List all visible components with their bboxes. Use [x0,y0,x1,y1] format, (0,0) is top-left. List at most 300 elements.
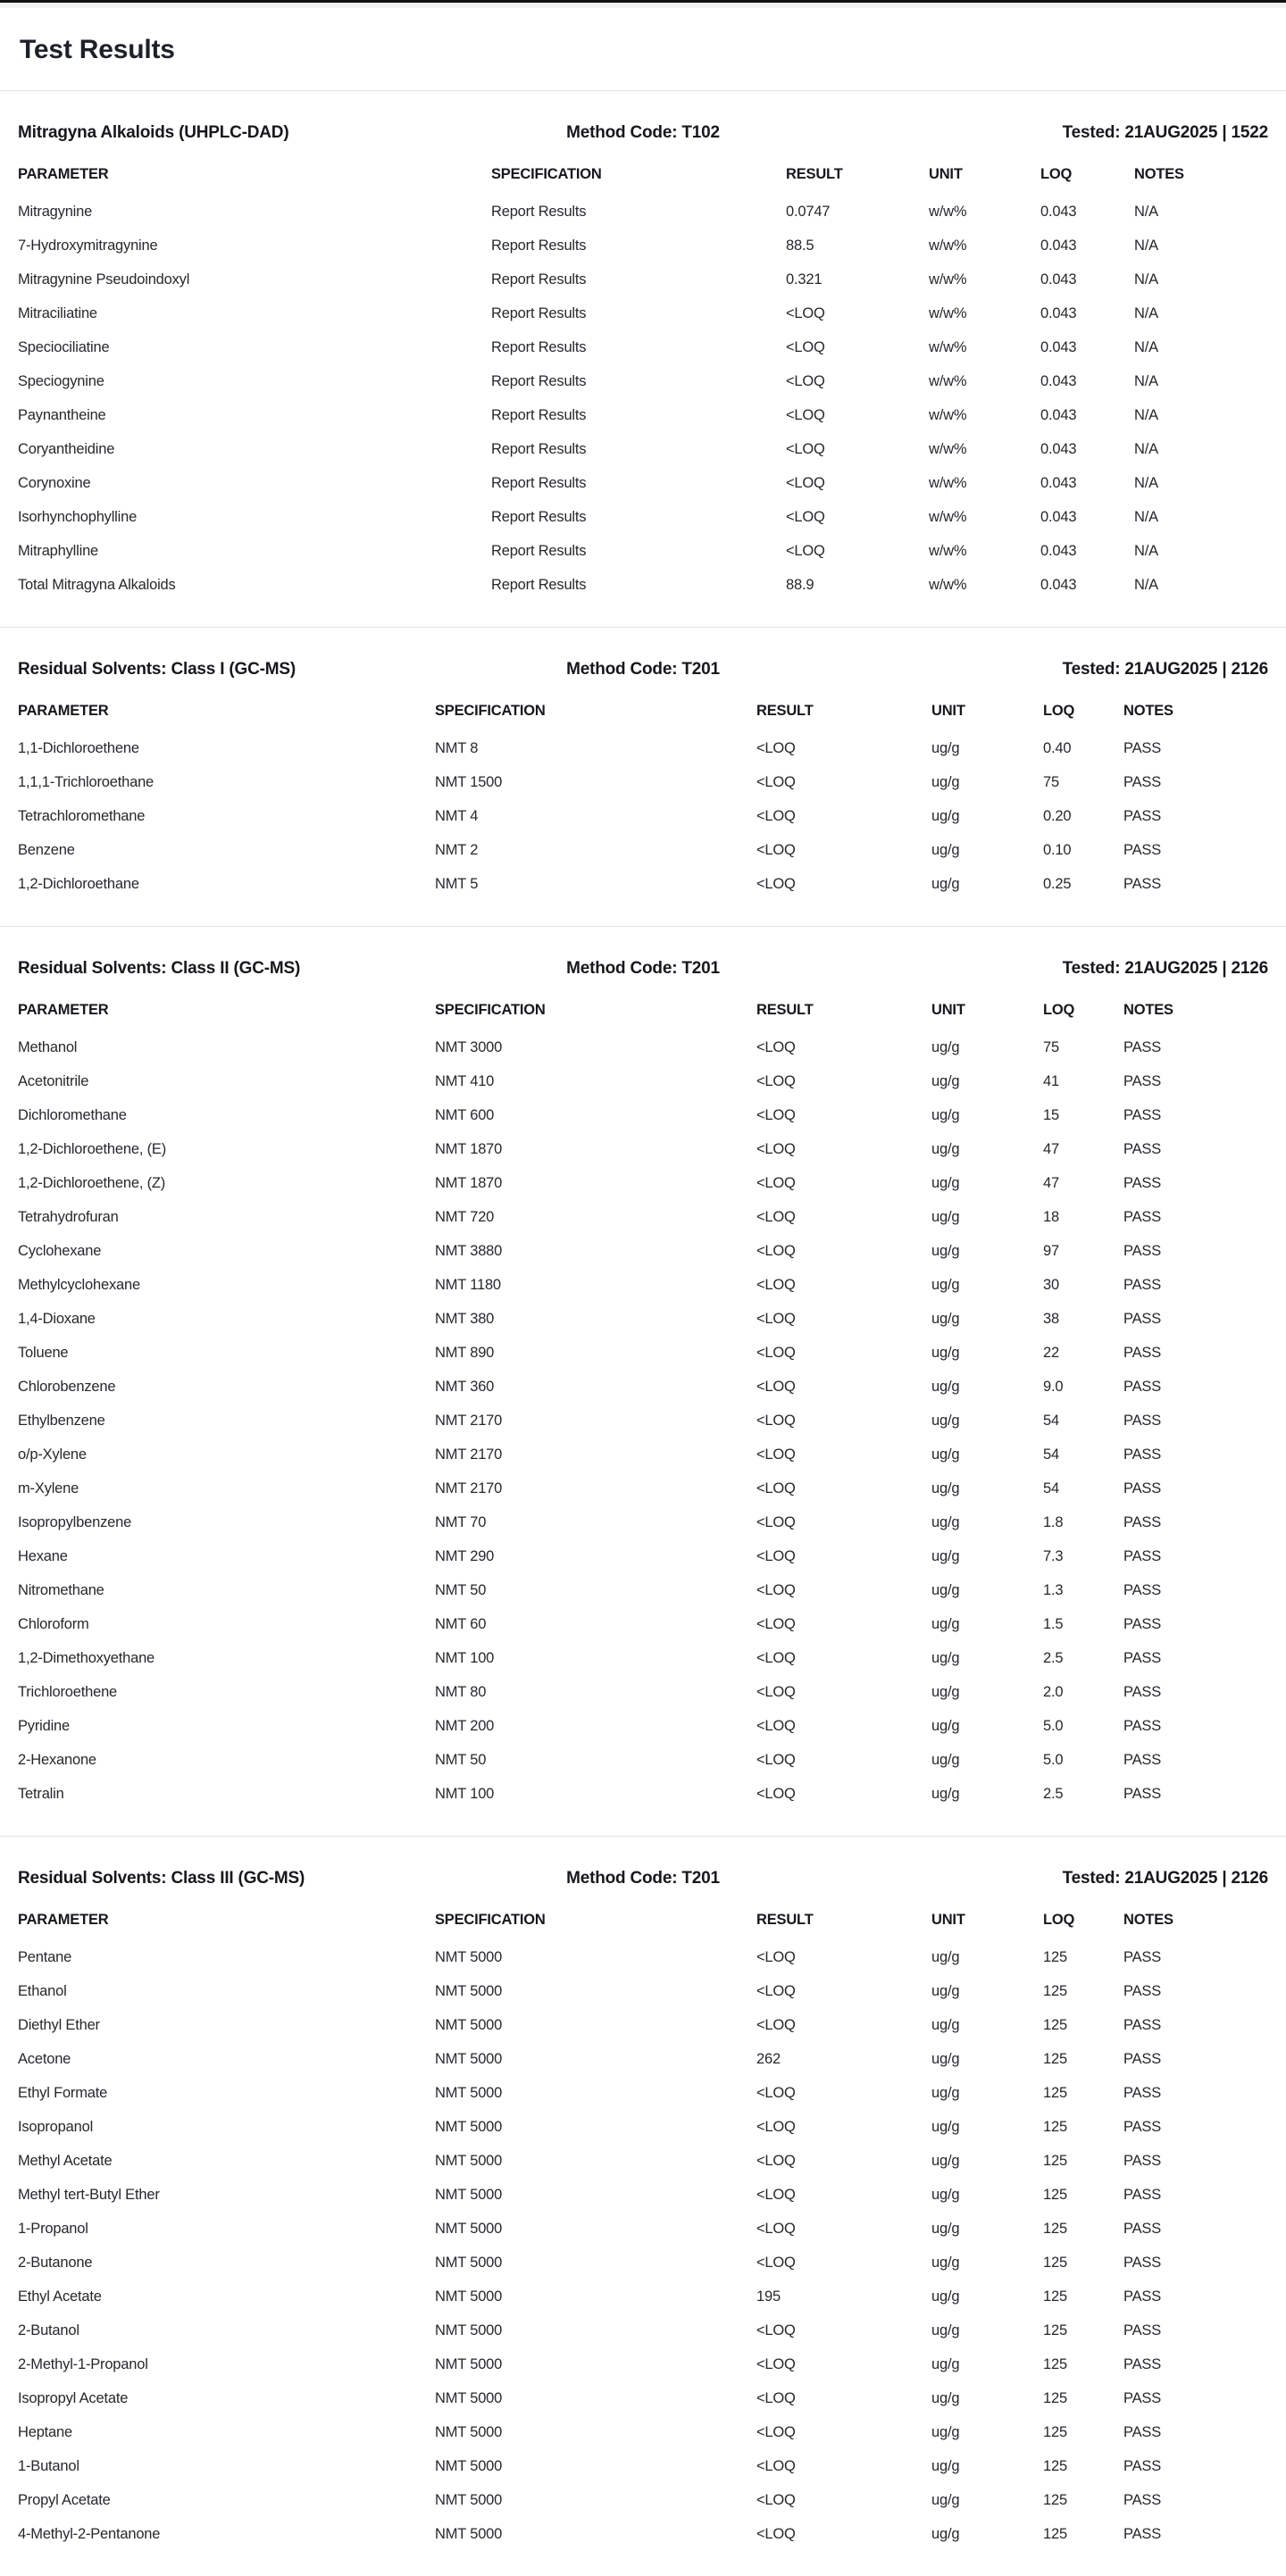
cell-specification: NMT 5000 [435,2525,503,2542]
cell-unit: ug/g [931,1513,960,1530]
cell-loq: 18 [1043,1208,1059,1225]
tested-stamp: Tested: 21AUG2025 | 2126 [1062,959,1268,978]
cell-parameter: 2-Butanol [18,2322,79,2338]
table-header-row [18,154,1268,195]
cell-parameter: Dichloromethane [18,1106,127,1123]
tested-stamp: Tested: 21AUG2025 | 2126 [1062,1869,1268,1888]
cell-result: <LOQ [756,1310,796,1327]
cell-specification: NMT 5000 [435,2152,503,2169]
table-row [18,2483,1268,2517]
cell-notes: PASS [1123,2220,1161,2237]
cell-unit: ug/g [931,1412,960,1429]
column-header: NOTES [1123,702,1173,719]
cell-parameter: Tetrachloromethane [18,807,146,824]
cell-parameter: Isopropylbenzene [18,1513,132,1530]
table-row [18,398,1268,432]
cell-notes: PASS [1123,1751,1161,1768]
cell-notes: N/A [1134,203,1158,220]
cell-notes: N/A [1134,406,1158,423]
table-row [18,867,1268,901]
cell-specification: NMT 5000 [435,2423,503,2440]
cell-result: <LOQ [756,1547,796,1564]
cell-loq: 125 [1043,2525,1067,2542]
table-row [18,2381,1268,2415]
cell-notes: N/A [1134,304,1158,321]
cell-notes: PASS [1123,1174,1161,1191]
cell-unit: ug/g [931,2084,960,2101]
cell-unit: ug/g [931,1310,960,1327]
cell-unit: ug/g [931,2220,960,2237]
cell-loq: 2.0 [1043,1683,1064,1700]
table-row [18,799,1268,833]
test-results-report [0,90,1286,2576]
cell-result: <LOQ [756,1174,796,1191]
cell-parameter: Heptane [18,2423,72,2440]
cell-notes: PASS [1123,2423,1161,2440]
cell-specification: NMT 8 [435,739,479,756]
cell-result: <LOQ [786,440,825,457]
cell-specification: NMT 720 [435,1208,495,1225]
cell-unit: ug/g [931,1982,960,1999]
table-row [18,364,1268,398]
cell-unit: ug/g [931,2423,960,2440]
cell-specification: NMT 4 [435,807,479,824]
cell-result: <LOQ [756,1344,796,1361]
cell-notes: PASS [1123,1446,1161,1463]
cell-loq: 125 [1043,1948,1067,1965]
cell-result: <LOQ [786,542,825,559]
cell-notes: N/A [1134,474,1158,491]
table-row [18,1743,1268,1777]
cell-notes: PASS [1123,1581,1161,1598]
cell-notes: PASS [1123,1208,1161,1225]
cell-parameter: Ethylbenzene [18,1412,105,1429]
cell-unit: ug/g [931,875,960,892]
cell-result: <LOQ [756,2525,796,2542]
cell-unit: ug/g [931,1717,960,1734]
cell-result: <LOQ [786,372,825,389]
cell-unit: ug/g [931,773,960,790]
test-section [0,90,1286,627]
cell-result: <LOQ [756,807,796,824]
cell-unit: ug/g [931,1072,960,1089]
table-row [18,1132,1268,1166]
cell-parameter: 1,2-Dichloroethene, (Z) [18,1174,166,1191]
column-header: SPECIFICATION [491,165,602,182]
cell-parameter: 4-Methyl-2-Pentanone [18,2525,161,2542]
cell-loq: 30 [1043,1276,1059,1293]
table-row [18,466,1268,500]
cell-unit: ug/g [931,1038,960,1055]
cell-unit: w/w% [929,304,967,321]
cell-unit: ug/g [931,2186,960,2203]
cell-unit: ug/g [931,841,960,858]
cell-result: <LOQ [786,474,825,491]
cell-specification: NMT 200 [435,1717,495,1734]
cell-unit: ug/g [931,1208,960,1225]
cell-loq: 125 [1043,2186,1067,2203]
cell-loq: 0.40 [1043,739,1072,756]
cell-specification: Report Results [491,338,587,355]
cell-result: <LOQ [756,2355,796,2372]
cell-result: <LOQ [756,1717,796,1734]
cell-specification: NMT 1500 [435,773,503,790]
section-title: Residual Solvents: Class II (GC-MS) [18,959,301,978]
cell-notes: PASS [1123,1982,1161,1999]
table-row [18,2517,1268,2551]
cell-result: <LOQ [786,508,825,525]
cell-unit: ug/g [931,1785,960,1802]
column-header: UNIT [931,1911,965,1928]
cell-loq: 0.25 [1043,875,1072,892]
section-header-row [18,1837,1268,1899]
cell-notes: PASS [1123,1140,1161,1157]
cell-notes: PASS [1123,1615,1161,1632]
cell-unit: ug/g [931,1344,960,1361]
table-row [18,731,1268,765]
cell-parameter: Methylcyclohexane [18,1276,140,1293]
cell-unit: ug/g [931,2322,960,2338]
cell-parameter: Total Mitragyna Alkaloids [18,576,176,593]
test-section [0,627,1286,926]
section-header-row [18,927,1268,989]
cell-loq: 0.20 [1043,807,1072,824]
cell-result: <LOQ [786,406,825,423]
cell-specification: NMT 890 [435,1344,495,1361]
cell-unit: ug/g [931,2355,960,2372]
table-row [18,1573,1268,1607]
cell-specification: NMT 360 [435,1378,495,1395]
cell-unit: ug/g [931,1480,960,1496]
table-row [18,1974,1268,2008]
cell-parameter: Acetonitrile [18,1072,89,1089]
cell-parameter: o/p-Xylene [18,1446,87,1463]
cell-unit: ug/g [931,739,960,756]
cell-loq: 7.3 [1043,1547,1064,1564]
cell-notes: PASS [1123,739,1161,756]
cell-notes: PASS [1123,1717,1161,1734]
cell-loq: 0.043 [1040,406,1077,423]
table-row [18,1064,1268,1098]
column-header: LOQ [1043,1001,1075,1018]
table-row [18,2280,1268,2313]
cell-parameter: Coryantheidine [18,440,115,457]
cell-result: <LOQ [756,2423,796,2440]
cell-unit: w/w% [929,542,967,559]
cell-unit: ug/g [931,1649,960,1666]
cell-specification: NMT 3000 [435,1038,503,1055]
cell-parameter: 1-Butanol [18,2457,79,2474]
cell-loq: 0.043 [1040,237,1077,254]
column-header: NOTES [1123,1911,1173,1928]
cell-parameter: Chloroform [18,1615,89,1632]
cell-parameter: Propyl Acetate [18,2491,111,2508]
cell-notes: PASS [1123,773,1161,790]
cell-result: <LOQ [756,1242,796,1259]
table-row [18,1200,1268,1234]
cell-parameter: Trichloroethene [18,1683,118,1700]
cell-loq: 0.043 [1040,440,1077,457]
cell-parameter: 2-Butanone [18,2254,93,2271]
cell-loq: 75 [1043,1038,1059,1055]
cell-notes: PASS [1123,2118,1161,2135]
table-row [18,2076,1268,2110]
cell-result: <LOQ [756,1446,796,1463]
column-header: RESULT [756,1001,814,1018]
table-row [18,263,1268,296]
table-header-row [18,989,1268,1030]
cell-result: <LOQ [756,1948,796,1965]
cell-specification: NMT 5000 [435,2220,503,2237]
table-row [18,2313,1268,2347]
column-header: UNIT [929,165,963,182]
cell-loq: 125 [1043,1982,1067,1999]
cell-loq: 1.5 [1043,1615,1064,1632]
cell-parameter: Acetone [18,2050,71,2067]
cell-parameter: Methyl Acetate [18,2152,113,2169]
cell-parameter: m-Xylene [18,1480,79,1496]
cell-loq: 0.043 [1040,304,1077,321]
table-row [18,765,1268,799]
page-header [0,8,1286,90]
cell-result: <LOQ [756,1072,796,1089]
table-row [18,1777,1268,1811]
cell-notes: PASS [1123,1683,1161,1700]
cell-parameter: Chlorobenzene [18,1378,116,1395]
cell-notes: PASS [1123,1948,1161,1965]
cell-result: <LOQ [756,1480,796,1496]
cell-unit: w/w% [929,237,967,254]
cell-result: 0.321 [786,271,823,288]
table-row [18,2008,1268,2042]
table-row [18,2178,1268,2212]
cell-loq: 97 [1043,1242,1059,1259]
cell-result: 195 [756,2288,781,2305]
cell-parameter: Mitraciliatine [18,304,97,321]
cell-notes: N/A [1134,271,1158,288]
cell-result: <LOQ [756,2254,796,2271]
cell-parameter: Ethyl Acetate [18,2288,102,2305]
cell-result: <LOQ [756,2220,796,2237]
column-header: NOTES [1123,1001,1173,1018]
cell-parameter: Paynantheine [18,406,106,423]
cell-notes: PASS [1123,2050,1161,2067]
cell-specification: Report Results [491,474,587,491]
cell-result: <LOQ [756,2186,796,2203]
cell-unit: ug/g [931,2152,960,2169]
cell-loq: 22 [1043,1344,1059,1361]
cell-loq: 75 [1043,773,1059,790]
test-section [0,926,1286,1836]
table-row [18,1336,1268,1370]
table-row [18,1268,1268,1302]
cell-result: <LOQ [756,1378,796,1395]
cell-specification: NMT 5000 [435,2118,503,2135]
section-title: Residual Solvents: Class I (GC-MS) [18,660,296,679]
cell-loq: 9.0 [1043,1378,1064,1395]
cell-notes: PASS [1123,2016,1161,2033]
cell-unit: ug/g [931,1378,960,1395]
cell-result: <LOQ [756,2084,796,2101]
cell-notes: N/A [1134,372,1158,389]
cell-unit: ug/g [931,2457,960,2474]
cell-unit: ug/g [931,2118,960,2135]
cell-unit: ug/g [931,1106,960,1123]
cell-notes: N/A [1134,576,1158,593]
cell-unit: ug/g [931,1581,960,1598]
table-row [18,1098,1268,1132]
cell-unit: ug/g [931,1948,960,1965]
cell-unit: w/w% [929,338,967,355]
cell-parameter: 2-Methyl-1-Propanol [18,2355,148,2372]
cell-specification: NMT 5000 [435,2491,503,2508]
cell-parameter: Speciociliatine [18,338,110,355]
table-row [18,1471,1268,1505]
table-row [18,1166,1268,1200]
cell-parameter: 2-Hexanone [18,1751,96,1768]
cell-result: <LOQ [756,1683,796,1700]
cell-loq: 0.043 [1040,474,1077,491]
cell-specification: NMT 50 [435,1581,487,1598]
column-header: RESULT [756,702,814,719]
table-row [18,2212,1268,2246]
cell-specification: NMT 3880 [435,1242,503,1259]
cell-unit: ug/g [931,2254,960,2271]
cell-unit: ug/g [931,2016,960,2033]
column-header: SPECIFICATION [435,702,546,719]
cell-specification: Report Results [491,203,587,220]
cell-parameter: Methanol [18,1038,78,1055]
cell-specification: NMT 2170 [435,1446,503,1463]
cell-notes: N/A [1134,542,1158,559]
table-row [18,1234,1268,1268]
cell-notes: PASS [1123,1344,1161,1361]
cell-notes: PASS [1123,2355,1161,2372]
cell-loq: 0.043 [1040,338,1077,355]
cell-unit: w/w% [929,406,967,423]
cell-loq: 5.0 [1043,1717,1064,1734]
table-row [18,1940,1268,1974]
cell-notes: PASS [1123,2084,1161,2101]
column-header: LOQ [1043,1911,1075,1928]
cell-specification: NMT 5000 [435,2389,503,2406]
cell-parameter: 1,1,1-Trichloroethane [18,773,154,790]
cell-unit: ug/g [931,2288,960,2305]
cell-parameter: Isopropanol [18,2118,94,2135]
cell-notes: PASS [1123,2152,1161,2169]
column-header: PARAMETER [18,702,109,719]
cell-result: <LOQ [756,1513,796,1530]
method-code: Method Code: T201 [566,660,720,679]
table-row [18,1505,1268,1539]
table-row [18,1539,1268,1573]
cell-loq: 47 [1043,1140,1059,1157]
cell-unit: ug/g [931,1242,960,1259]
table-row [18,1675,1268,1709]
cell-specification: NMT 5 [435,875,479,892]
cell-loq: 41 [1043,1072,1059,1089]
cell-notes: PASS [1123,1106,1161,1123]
cell-unit: w/w% [929,372,967,389]
cell-parameter: 1,4-Dioxane [18,1310,96,1327]
cell-parameter: 1,2-Dichloroethene, (E) [18,1140,166,1157]
cell-parameter: Isopropyl Acetate [18,2389,129,2406]
table-row [18,500,1268,534]
cell-specification: NMT 5000 [435,2288,503,2305]
cell-result: <LOQ [786,304,825,321]
cell-specification: Report Results [491,440,587,457]
cell-parameter: Methyl tert-Butyl Ether [18,2186,160,2203]
table-row [18,1607,1268,1641]
table-row [18,330,1268,364]
cell-specification: NMT 1870 [435,1140,503,1157]
cell-result: <LOQ [756,2491,796,2508]
cell-notes: PASS [1123,1412,1161,1429]
cell-specification: Report Results [491,237,587,254]
cell-result: <LOQ [756,1208,796,1225]
cell-result: <LOQ [756,2118,796,2135]
section-header-row [18,628,1268,690]
cell-unit: w/w% [929,203,967,220]
table-row [18,296,1268,330]
cell-unit: ug/g [931,2389,960,2406]
table-row [18,2144,1268,2178]
cell-loq: 15 [1043,1106,1059,1123]
cell-specification: Report Results [491,542,587,559]
cell-loq: 0.043 [1040,203,1077,220]
cell-unit: ug/g [931,1751,960,1768]
cell-notes: N/A [1134,338,1158,355]
cell-specification: NMT 410 [435,1072,495,1089]
table-row [18,2110,1268,2144]
cell-loq: 47 [1043,1174,1059,1191]
cell-unit: w/w% [929,440,967,457]
cell-parameter: Tetralin [18,1785,64,1802]
cell-parameter: Tetrahydrofuran [18,1208,119,1225]
cell-loq: 125 [1043,2457,1067,2474]
table-row [18,195,1268,229]
cell-notes: PASS [1123,1480,1161,1496]
cell-unit: ug/g [931,1276,960,1293]
cell-parameter: 1-Propanol [18,2220,88,2237]
cell-loq: 125 [1043,2355,1067,2372]
section-title: Residual Solvents: Class III (GC-MS) [18,1869,305,1888]
table-header-row [18,1899,1268,1940]
cell-parameter: Mitragynine Pseudoindoxyl [18,271,190,288]
cell-parameter: 7-Hydroxymitragynine [18,237,158,254]
table-row [18,568,1268,602]
cell-result: <LOQ [756,2016,796,2033]
cell-loq: 2.5 [1043,1785,1064,1802]
cell-result: <LOQ [756,2322,796,2338]
cell-notes: PASS [1123,2525,1161,2542]
column-header: PARAMETER [18,165,109,182]
cell-parameter: Benzene [18,841,75,858]
cell-parameter: Pentane [18,1948,72,1965]
cell-notes: PASS [1123,1038,1161,1055]
cell-loq: 38 [1043,1310,1059,1327]
cell-notes: PASS [1123,1547,1161,1564]
cell-specification: NMT 1180 [435,1276,501,1293]
cell-result: <LOQ [756,1581,796,1598]
table-row [18,833,1268,867]
cell-loq: 125 [1043,2118,1067,2135]
cell-loq: 54 [1043,1412,1059,1429]
section-title: Mitragyna Alkaloids (UHPLC-DAD) [18,123,289,142]
cell-result: <LOQ [756,1751,796,1768]
cell-specification: NMT 5000 [435,2355,503,2372]
cell-unit: ug/g [931,1140,960,1157]
